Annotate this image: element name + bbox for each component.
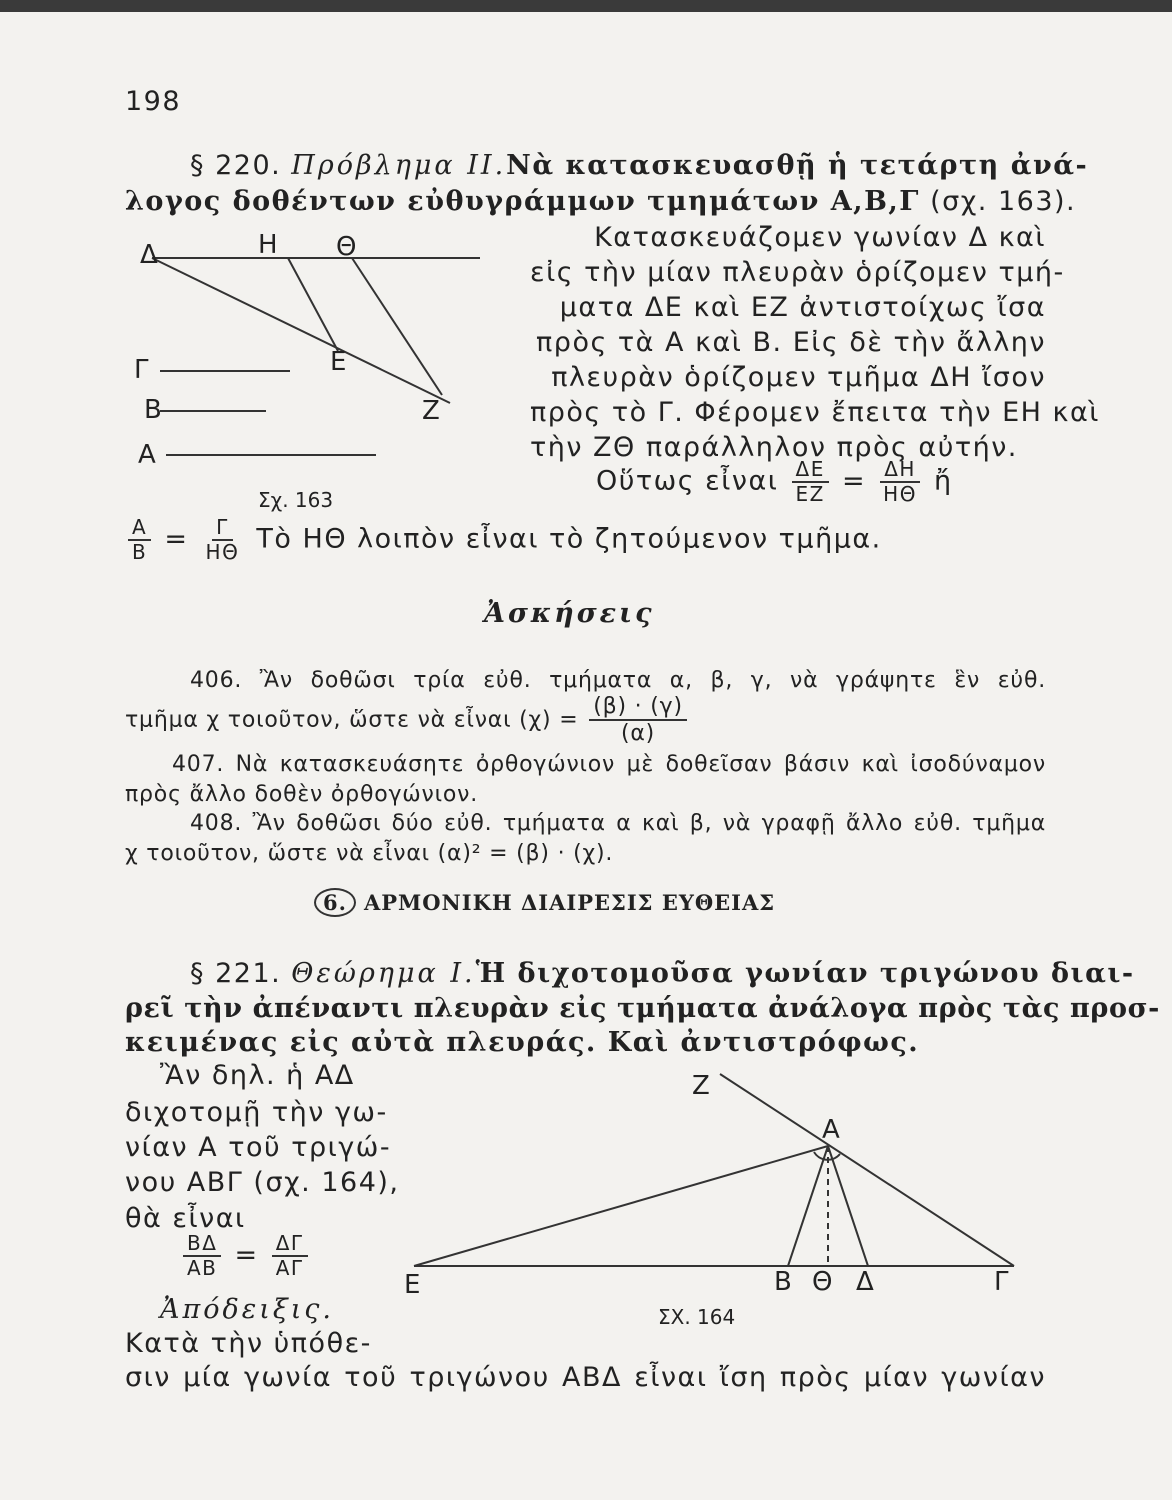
section-6-title: ΑΡΜΟΝΙΚΗ ΔΙΑΙΡΕΣΙΣ ΕΥΘΕΙΑΣ — [363, 890, 776, 915]
frac-denominator: ΗΘ — [205, 540, 240, 564]
frac-numerator: (β) · (γ) — [589, 694, 687, 721]
sec220-conclusion-line: $\frac{A}{B}$ = $\frac{\Gamma}{H\Theta}$ Τὸ ΗΘ λοιπὸν εἶναι τὸ ζητούμενον τμῆμα. — [125, 516, 882, 564]
sec221-line-3: νίαν Α τοῦ τριγώ- — [125, 1132, 392, 1163]
fig163-label-Th: Θ — [336, 232, 357, 262]
frac-numerator: Γ — [212, 516, 233, 541]
frac-numerator: ΔΕ — [792, 458, 829, 483]
exercises-heading: Ἀσκήσεις — [484, 598, 655, 629]
sec220-title-1: Νὰ κατασκευασθῇ ἡ τετάρτη ἀνά- — [506, 150, 1089, 181]
frac-denominator: ΑΓ — [275, 1256, 304, 1280]
sec220-frac-DH-HTh — [879, 458, 921, 506]
page-number: 198 — [125, 86, 182, 117]
sec220-therefore: Οὕτως εἶναι — [596, 465, 779, 497]
figure-164 — [400, 1068, 1050, 1338]
sec221-line-4: νου ΑΒΓ (σχ. 164), — [125, 1167, 400, 1198]
fig164-line-EA — [414, 1146, 828, 1266]
fig163-label-G: Γ — [134, 355, 149, 385]
fig163-label-D: Δ — [140, 240, 158, 270]
fig164-label-E: Ε — [404, 1270, 421, 1300]
fig163-label-B: Β — [144, 395, 162, 425]
fig163-label-E: Ε — [330, 347, 347, 377]
sec221-frac-DG-AG — [272, 1232, 308, 1280]
sec221-title-3: κειμένας εἰς αὐτὰ πλευράς. Καὶ ἀντιστρόφως. — [125, 1027, 920, 1058]
sec220-conclusion: Τὸ ΗΘ λοιπὸν εἶναι τὸ ζητούμενον τμῆμα. — [256, 523, 882, 555]
figure-163 — [120, 225, 500, 525]
fig163-label-A: Α — [138, 440, 156, 470]
sec220-number: § 220. — [190, 150, 282, 181]
sec221-proof-line-1: Κατὰ τὴν ὑπόθε- — [125, 1328, 372, 1359]
sec221-ratio-line: $\frac{B\Delta}{AB}$ = $\frac{\Delta\Gamma}{A\Gamma}$ — [180, 1232, 311, 1280]
exercise-407-line1: 407. Νὰ κατασκευάσητε ὀρθογώνιον μὲ δοθεῖσαν βάσιν καὶ ἰσοδύναμον — [172, 752, 1046, 777]
sec221-label: Θεώρημα Ι. — [291, 958, 476, 989]
frac-denominator: ΗΘ — [883, 482, 917, 506]
frac-numerator: ΒΔ — [183, 1232, 221, 1257]
fig163-line-ZTh — [352, 258, 442, 395]
section-6-heading — [314, 888, 775, 917]
sec220-line-1: Κατασκευάζομεν γωνίαν Δ καὶ — [594, 222, 1046, 253]
sec221-line-1: Ἂν δηλ. ἡ ΑΔ — [160, 1060, 355, 1091]
fig163-ray-bottom — [152, 258, 450, 403]
exercise-408-line2: χ τοιοῦτον, ὥστε νὰ εἶναι (α)² = (β) · (χ). — [125, 841, 614, 866]
sec220-heading-line1 — [190, 150, 1089, 181]
sec221-title-1: Ἡ διχοτομοῦσα γωνίαν τριγώνου διαι- — [475, 958, 1135, 989]
sec221-number: § 221. — [190, 958, 282, 989]
sec220-line-7: τὴν ΖΘ παράλληλον πρὸς αὐτήν. — [530, 432, 1018, 463]
frac-denominator: ΕΖ — [795, 482, 825, 506]
sec220-frac-A-B — [128, 516, 151, 564]
sec220-or: ἤ — [934, 465, 953, 497]
sec220-line-6: πρὸς τὸ Γ. Φέρομεν ἔπειτα τὴν ΕΗ καὶ — [530, 397, 1100, 428]
frac-denominator: Β — [132, 540, 148, 564]
sec221-heading-line1 — [190, 958, 1135, 989]
exercise-406-fraction — [589, 694, 687, 747]
section-6-number: 6. — [314, 888, 356, 917]
sec220-title-ref: (σχ. 163). — [930, 186, 1077, 217]
sec220-frac-G-HTh — [202, 516, 244, 564]
sec220-line-5: πλευρὰν ὁρίζομεν τμῆμα ΔΗ ἴσον — [551, 362, 1046, 393]
frac-numerator: Α — [128, 516, 151, 541]
sec221-title-2: ρεῖ τὴν ἀπέναντι πλευρὰν εἰς τμήματα ἀνάλογα πρὸς τὰς προσ- — [125, 993, 1160, 1024]
fig164-line-ZG — [720, 1074, 1014, 1266]
exercise-406-line1: 406. Ἂν δοθῶσι τρία εὐθ. τμήματα α, β, γ, νὰ γράψητε ἓν εὐθ. — [190, 668, 1046, 693]
exercise-408-line1: 408. Ἂν δοθῶσι δύο εὐθ. τμήματα α καὶ β, νὰ γραφῇ ἄλλο εὐθ. τμῆμα — [190, 811, 1046, 836]
sec220-line-4: πρὸς τὰ Α καὶ Β. Εἰς δὲ τὴν ἄλλην — [536, 327, 1046, 358]
fig164-label-D: Δ — [856, 1267, 874, 1297]
sec220-label: Πρόβλημα ΙΙ. — [291, 150, 507, 181]
sec221-proof-label: Ἀπόδειξις. — [160, 1294, 334, 1325]
sec221-frac-BD-AB — [183, 1232, 221, 1280]
fig163-label-H: Η — [258, 230, 278, 260]
sec220-frac-DE-EZ — [792, 458, 829, 506]
scan-edge — [0, 0, 1172, 12]
sec220-heading-line2 — [125, 186, 1076, 217]
sec221-line-5: θὰ εἶναι — [125, 1203, 246, 1234]
fig163-label-Z: Ζ — [422, 396, 440, 426]
fig164-label-A: Α — [822, 1115, 840, 1145]
frac-denominator: ΑΒ — [187, 1256, 218, 1280]
sec220-therefore-line: Οὕτως εἶναι $\frac{\Delta E}{EZ}$ = $\frac{\Delta H}{H\Theta}$ ἤ — [596, 457, 953, 506]
sec220-title-2: λογος δοθέντων εὐθυγράμμων τμημάτων Α,Β,Γ — [125, 186, 920, 217]
sec220-line-2: εἰς τὴν μίαν πλευρὰν ὁρίζομεν τμή- — [530, 257, 1065, 288]
sec221-proof-line-2: σιν μία γωνία τοῦ τριγώνου ΑΒΔ εἶναι ἴση πρὸς μίαν γωνίαν — [125, 1362, 1046, 1393]
frac-numerator: ΔΗ — [880, 458, 920, 483]
fig164-line-AD — [828, 1146, 868, 1266]
exercise-407-line2: πρὸς ἄλλο δοθὲν ὀρθογώνιον. — [125, 782, 478, 807]
fig163-caption: Σχ. 163 — [258, 488, 334, 512]
sec221-line-2: διχοτομῇ τὴν γω- — [125, 1097, 388, 1128]
sec220-line-3: ματα ΔΕ καὶ ΕΖ ἀντιστοίχως ἴσα — [559, 292, 1046, 323]
frac-denominator: (α) — [621, 721, 656, 747]
fig164-label-Z: Ζ — [692, 1071, 710, 1101]
exercise-406-text: τμῆμα χ τοιοῦτον, ὥστε νὰ εἶναι (χ) = — [125, 707, 579, 733]
fig164-label-B: Β — [774, 1267, 792, 1297]
exercise-406-line2 — [125, 694, 690, 747]
fig164-label-Th: Θ — [812, 1267, 833, 1297]
frac-numerator: ΔΓ — [272, 1232, 308, 1257]
fig164-line-AB — [788, 1146, 828, 1266]
fig164-caption: ΣΧ. 164 — [658, 1305, 736, 1329]
fig164-label-G: Γ — [994, 1267, 1009, 1297]
